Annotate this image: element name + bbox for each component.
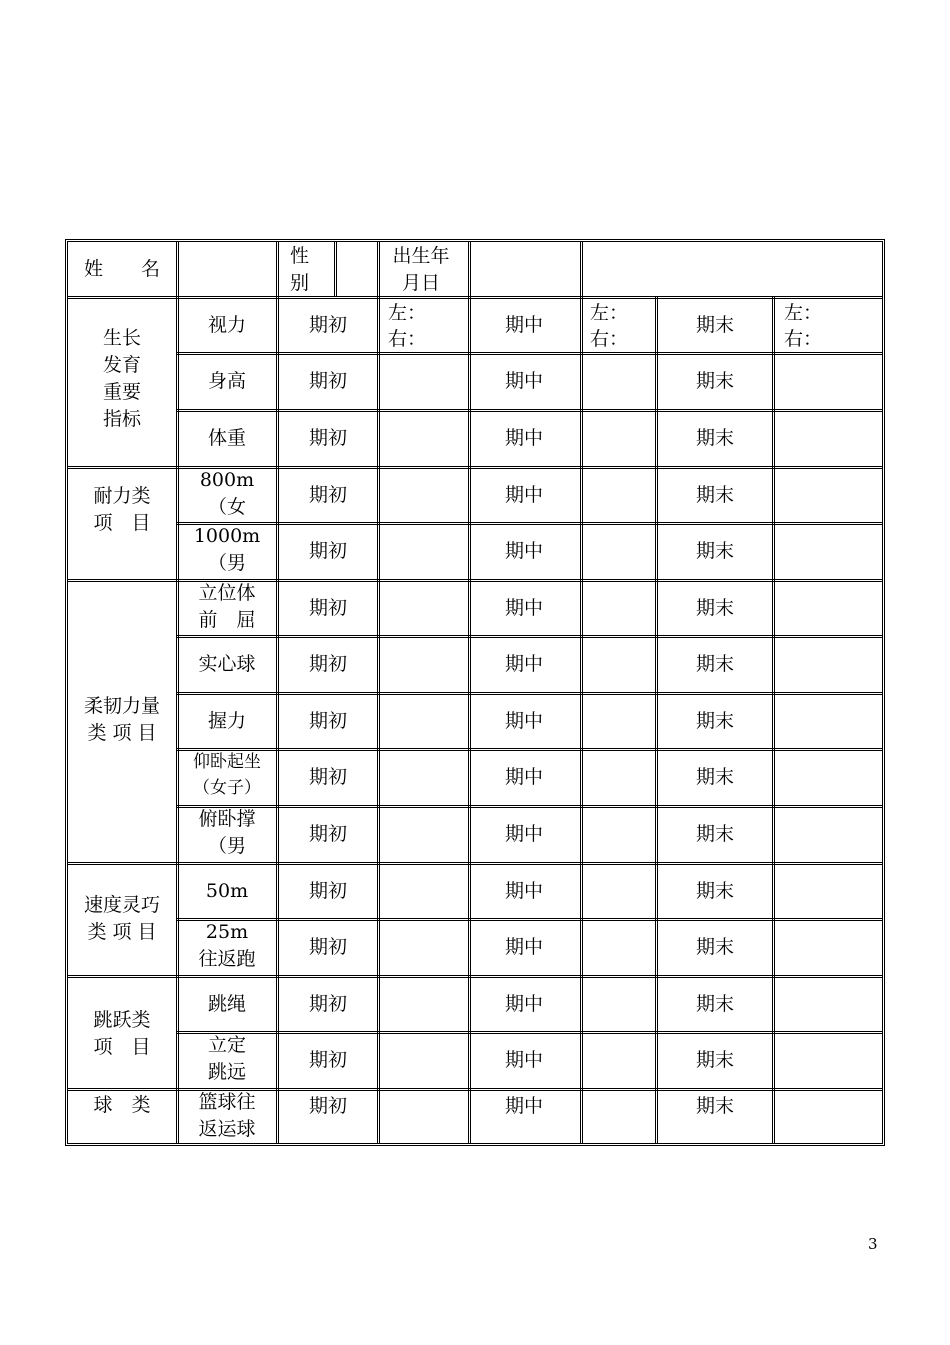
early-term-label: 期初 [308, 370, 347, 392]
mid-value-cell[interactable] [590, 1033, 654, 1088]
item-label [178, 864, 276, 919]
table-rule [176, 637, 882, 638]
mid-term-label: 期中 [504, 936, 543, 958]
early-term-label: 期初 [308, 936, 347, 958]
label-line: 项 目 [93, 1036, 151, 1058]
group-label [68, 1092, 176, 1232]
label-line: 25m [205, 921, 249, 943]
table-rule [176, 522, 882, 523]
end-term-label: 期末 [695, 314, 734, 336]
page-number: 3 [868, 1235, 878, 1253]
table-rule [772, 241, 773, 1143]
mid-term-label: 期中 [504, 370, 543, 392]
mid-term-label: 期中 [504, 427, 543, 449]
label-line: （女 [207, 496, 246, 518]
birth-label-text: 出生年月日 [392, 245, 450, 294]
table-rule [67, 466, 882, 467]
mid-term-label: 期中 [504, 314, 543, 336]
label-line: 跳跃类 [93, 1009, 151, 1031]
end-value-cell[interactable] [784, 524, 882, 579]
table-rule [176, 1033, 882, 1034]
item-label [178, 749, 276, 804]
early-term-label: 期初 [308, 653, 347, 675]
end-term-label: 期末 [695, 1095, 734, 1117]
table-rule [65, 239, 885, 240]
table-rule [65, 239, 66, 1145]
end-value-cell[interactable] [784, 864, 882, 919]
table-rule [336, 241, 337, 296]
early-term-label: 期初 [308, 993, 347, 1015]
gender-input-cell[interactable] [336, 242, 376, 296]
label-line: 仰卧起坐 [193, 752, 261, 772]
label-line: 往返跑 [198, 948, 256, 970]
label-line: （男 [207, 835, 246, 857]
table-rule [67, 298, 882, 299]
label-line: 返运球 [198, 1118, 256, 1140]
table-rule [176, 241, 177, 1143]
end-value-cell[interactable] [784, 298, 882, 353]
early-value-cell[interactable] [388, 977, 466, 1032]
mid-term-label: 期中 [504, 710, 543, 732]
label-line: 跳远 [207, 1061, 246, 1083]
label-line: 50m [205, 880, 249, 902]
table-rule [176, 354, 882, 355]
table-rule [470, 241, 471, 1143]
table-rule [67, 468, 882, 469]
early-value-cell[interactable] [388, 298, 466, 353]
end-value-cell[interactable] [784, 637, 882, 692]
table-rule [176, 694, 882, 695]
gender-label [290, 243, 330, 297]
end-term-label: 期末 [695, 880, 734, 902]
early-term-label: 期初 [308, 1095, 347, 1117]
table-rule [67, 862, 882, 863]
early-value-cell[interactable] [388, 524, 466, 579]
label-line: 速度灵巧 [83, 894, 160, 916]
label-line: （男 [207, 552, 246, 574]
group-label [68, 693, 176, 833]
end-term-label: 期末 [695, 540, 734, 562]
table-rule [67, 977, 882, 978]
label-line: 指标 [102, 408, 141, 430]
table-rule [176, 750, 882, 751]
early-term-label: 期初 [308, 1049, 347, 1071]
label-line: 1000m [193, 525, 261, 547]
table-rule [67, 975, 882, 976]
table-rule [176, 411, 882, 412]
table-rule [276, 241, 277, 1143]
label-line: 跳绳 [207, 993, 246, 1015]
end-term-label: 期末 [695, 427, 734, 449]
item-label [178, 1089, 276, 1144]
early-term-label: 期初 [308, 766, 347, 788]
label-line: 立定 [207, 1034, 246, 1056]
end-value-cell[interactable] [784, 581, 882, 636]
mid-term-label: 期中 [504, 653, 543, 675]
item-label [178, 580, 276, 635]
table-rule [176, 524, 882, 525]
early-value-cell[interactable] [388, 807, 466, 862]
end-term-label: 期末 [695, 710, 734, 732]
mid-value-cell[interactable] [590, 637, 654, 692]
end-value-cell[interactable] [784, 977, 882, 1032]
item-label [178, 637, 276, 692]
early-term-label: 期初 [308, 823, 347, 845]
table-rule [334, 241, 335, 296]
label-line: 立位体 [198, 582, 256, 604]
mid-value-cell[interactable] [590, 298, 654, 353]
label-line: 类 项 目 [87, 921, 157, 943]
end-term-label: 期末 [695, 484, 734, 506]
early-value-cell[interactable] [388, 354, 466, 409]
end-value-cell[interactable] [784, 694, 882, 749]
mid-term-label: 期中 [504, 766, 543, 788]
table-rule [67, 241, 68, 1143]
end-value-cell[interactable] [784, 920, 882, 975]
mid-term-label: 期中 [504, 484, 543, 506]
name-label: 姓 名 [83, 257, 160, 280]
table-rule [176, 409, 882, 410]
mid-term-label: 期中 [504, 1095, 543, 1117]
label-line: 视力 [207, 314, 246, 336]
end-term-label: 期末 [695, 597, 734, 619]
mid-value-cell[interactable] [590, 581, 654, 636]
label-line: 柔韧力量 [83, 695, 160, 717]
item-label [178, 977, 276, 1032]
mid-value-cell[interactable] [590, 411, 654, 466]
end-value-cell[interactable] [784, 1033, 882, 1088]
item-label [178, 806, 276, 861]
label-line: 类 项 目 [87, 722, 157, 744]
label-line: 生长 [102, 327, 141, 349]
early-value-cell[interactable] [388, 750, 466, 805]
table-rule [657, 241, 658, 1143]
mid-value-cell[interactable] [590, 807, 654, 862]
table-rule [67, 864, 882, 865]
mid-value-cell[interactable] [590, 524, 654, 579]
end-term-label: 期末 [695, 766, 734, 788]
gender-label-text: 性 别 [290, 245, 329, 294]
label-line: 球 类 [93, 1094, 151, 1116]
end-value-cell[interactable] [784, 354, 882, 409]
photo-cell[interactable] [582, 242, 882, 296]
table-rule [884, 239, 885, 1146]
early-value-cell[interactable] [388, 637, 466, 692]
table-rule [176, 352, 882, 353]
end-value-cell[interactable] [784, 807, 882, 862]
mid-value-cell[interactable] [590, 750, 654, 805]
mid-term-label: 期中 [504, 993, 543, 1015]
early-value-cell[interactable] [388, 920, 466, 975]
label-line: 俯卧撑 [198, 808, 256, 830]
early-term-label: 期初 [308, 540, 347, 562]
table-rule [655, 241, 656, 1143]
table-rule [882, 241, 883, 1144]
mid-value-cell[interactable] [590, 977, 654, 1032]
end-value-cell[interactable] [784, 1090, 882, 1145]
mid-term-label: 期中 [504, 540, 543, 562]
early-value-cell[interactable] [388, 864, 466, 919]
group-label [68, 483, 176, 623]
end-term-label: 期末 [695, 823, 734, 845]
mid-term-label: 期中 [504, 823, 543, 845]
end-term-label: 期末 [695, 993, 734, 1015]
label-line: 项 目 [93, 512, 151, 534]
merged-cell-cover [654, 242, 659, 296]
item-label [178, 523, 276, 578]
table-rule [774, 241, 775, 1143]
early-value-cell[interactable] [388, 411, 466, 466]
item-label [178, 694, 276, 749]
table-rule [67, 296, 882, 297]
end-term-label: 期末 [695, 370, 734, 392]
item-label [178, 919, 276, 974]
item-label [178, 411, 276, 466]
early-value-cell[interactable] [388, 1090, 466, 1145]
item-label [178, 1032, 276, 1087]
table-rule [176, 635, 882, 636]
early-value-cell[interactable] [388, 694, 466, 749]
end-value-cell[interactable] [784, 750, 882, 805]
early-term-label: 期初 [308, 484, 347, 506]
label-line: 体重 [207, 427, 246, 449]
item-label [178, 467, 276, 522]
table-rule [178, 241, 179, 1143]
table-rule [176, 805, 882, 806]
table-rule [468, 241, 469, 1143]
birth-input-cell[interactable] [470, 242, 578, 296]
mid-value-cell[interactable] [590, 864, 654, 919]
table-rule [67, 1090, 882, 1091]
end-term-label: 期末 [695, 1049, 734, 1071]
early-term-label: 期初 [308, 710, 347, 732]
label-line: 发育 [102, 354, 141, 376]
table-rule [67, 1088, 882, 1089]
label-line: 重要 [102, 381, 141, 403]
table-rule [176, 920, 882, 921]
mid-term-label: 期中 [504, 597, 543, 619]
table-rule [278, 241, 279, 1143]
table-rule [379, 241, 380, 1143]
table-rule [176, 1031, 882, 1032]
early-term-label: 期初 [308, 597, 347, 619]
table-rule [176, 807, 882, 808]
label-line: （女子） [193, 778, 261, 798]
end-term-label: 期末 [695, 936, 734, 958]
early-value-cell[interactable] [388, 1033, 466, 1088]
item-label [178, 298, 276, 353]
label-line: 身高 [207, 370, 246, 392]
mid-value-cell[interactable] [590, 354, 654, 409]
early-value-cell[interactable] [388, 468, 466, 523]
mid-value-cell[interactable] [590, 694, 654, 749]
early-term-label: 期初 [308, 314, 347, 336]
label-line: 实心球 [198, 653, 256, 675]
table-rule [176, 692, 882, 693]
table-rule [176, 918, 882, 919]
table-rule [65, 1145, 885, 1146]
name-input-cell[interactable] [178, 242, 276, 296]
end-value-cell[interactable] [784, 411, 882, 466]
group-label [68, 325, 176, 465]
mid-value-cell[interactable] [590, 920, 654, 975]
table-rule [67, 579, 882, 580]
mid-value-cell[interactable] [590, 1090, 654, 1145]
label-line: 耐力类 [93, 485, 151, 507]
mid-term-label: 期中 [504, 1049, 543, 1071]
left-right-eye-label: 左： 右： [784, 302, 832, 350]
mid-term-label: 期中 [504, 880, 543, 902]
early-value-cell[interactable] [388, 581, 466, 636]
label-line: 握力 [207, 710, 246, 732]
early-term-label: 期初 [308, 880, 347, 902]
table-rule [67, 1143, 883, 1144]
table-rule [580, 241, 581, 1143]
table-rule [67, 581, 882, 582]
left-right-eye-label: 左： 右： [590, 302, 638, 350]
end-term-label: 期末 [695, 653, 734, 675]
table-rule [377, 241, 378, 1143]
end-value-cell[interactable] [784, 468, 882, 523]
table-rule [67, 241, 883, 242]
merged-cell-cover [771, 242, 776, 296]
mid-value-cell[interactable] [590, 468, 654, 523]
table-rule [176, 748, 882, 749]
early-term-label: 期初 [308, 427, 347, 449]
table-rule [582, 241, 583, 1143]
label-line: 前 屈 [198, 609, 256, 631]
left-right-eye-label: 左： 右： [388, 302, 436, 350]
birth-label [386, 243, 466, 297]
item-label [178, 354, 276, 409]
label-line: 篮球往 [198, 1091, 256, 1113]
label-line: 800m [199, 469, 255, 491]
